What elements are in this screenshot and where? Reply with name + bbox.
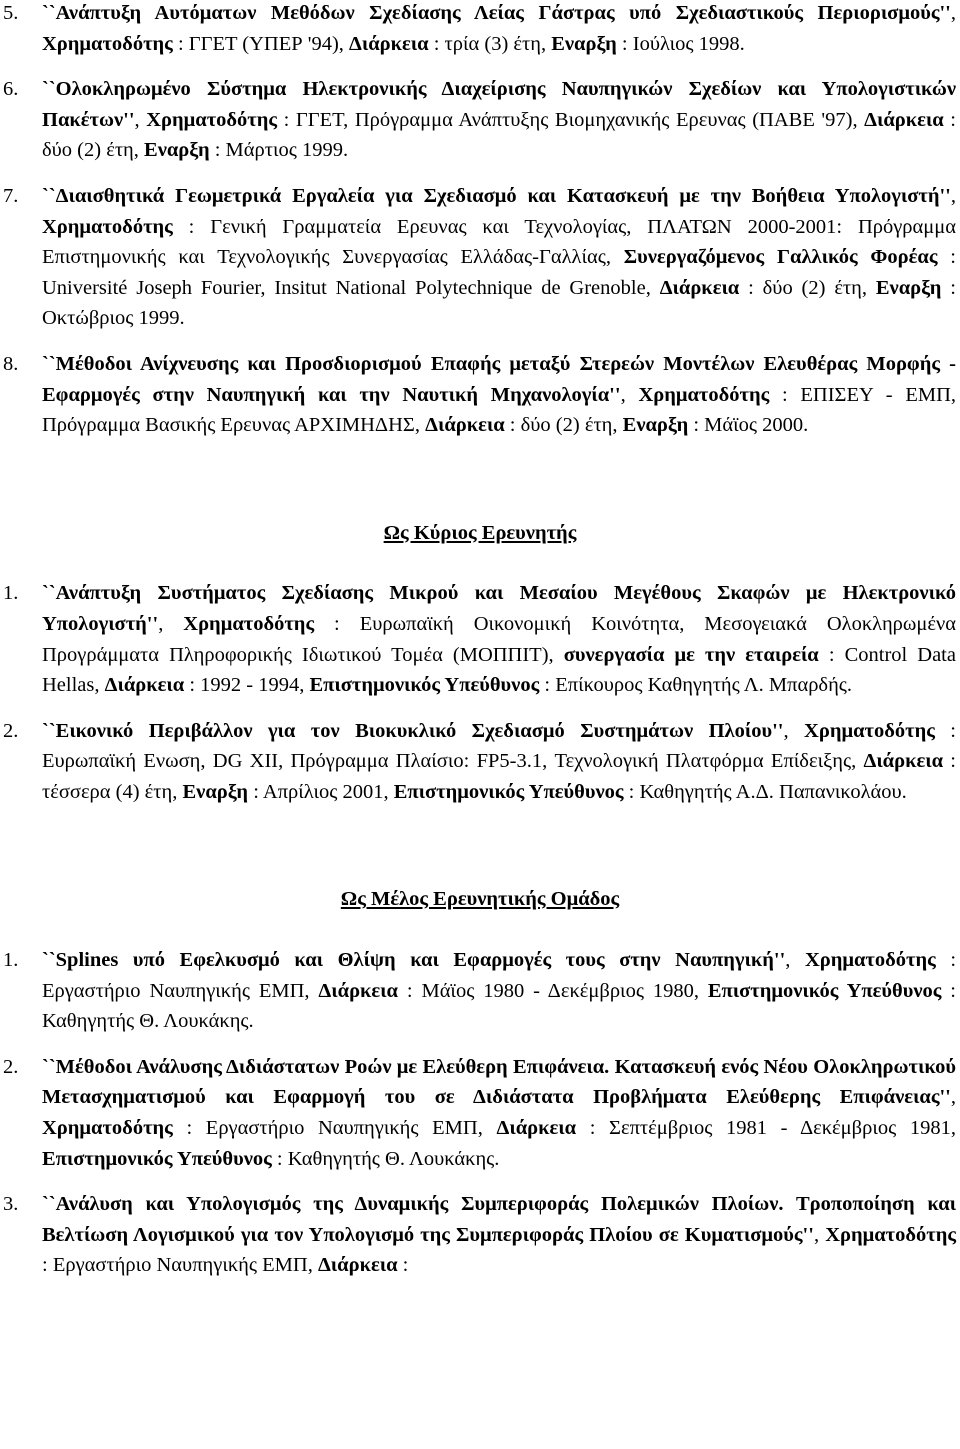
- plain-text: ,: [813, 1223, 826, 1246]
- bold-text: Εναρξη: [182, 780, 249, 803]
- bold-text: Συνεργαζόμενος Γαλλικός Φορέας: [623, 246, 938, 269]
- item-number: 7.: [3, 184, 19, 207]
- bold-text: Χρηματοδότης: [42, 32, 173, 55]
- plain-text: : Εργαστήριο Ναυπηγικής ΕΜΠ,: [42, 949, 957, 1002]
- bold-text: Χρηματοδότης: [804, 949, 936, 972]
- plain-text: : δύο (2) έτη,: [42, 108, 956, 162]
- plain-text: ,: [783, 719, 805, 742]
- project-item: [0, 0, 960, 59]
- project-item: [0, 716, 960, 808]
- item-text: [42, 582, 956, 696]
- project-item: [0, 1189, 960, 1281]
- plain-text: : Σεπτέμβριος 1981 - Δεκέμβριος 1981,: [576, 1117, 956, 1140]
- plain-text: ,: [620, 383, 639, 406]
- plain-text: : Εργαστήριο Ναυπηγικής ΕΜΠ,: [42, 1254, 318, 1277]
- project-item: [0, 1052, 960, 1174]
- bold-text: ``Ανάπτυξη Αυτόματων Μεθόδων Σχεδίασης Λείας Γάστρας υπό Σχεδιαστικούς Περιορισμούς'': [42, 2, 951, 24]
- plain-text: : Επίκουρος Καθηγητής Λ. Μπαρδής.: [539, 674, 853, 697]
- team-member-list: [0, 945, 960, 1281]
- plain-text: : ΕΠΙΣΕΥ - ΕΜΠ, Πρόγραμμα Βασικής Ερευνας ΑΡΧΙΜΗΔΗΣ,: [42, 383, 956, 437]
- plain-text: : Μάϊος 1980 - Δεκέμβριος 1980,: [397, 979, 708, 1002]
- project-item: [0, 181, 960, 334]
- plain-text: ,: [950, 2, 956, 24]
- project-item: [0, 349, 960, 441]
- plain-text: : Καθηγητής Α.Δ. Παπανικολάου.: [623, 780, 907, 803]
- plain-text: : ΓΓΕΤ (ΥΠΕΡ '94),: [172, 32, 350, 55]
- plain-text: : τρία (3) έτη,: [428, 32, 552, 55]
- plain-text: : Μάϊος 2000.: [688, 414, 809, 437]
- section-heading-team-member: Ως Μέλος Ερευνητικής Ομάδος: [340, 888, 620, 911]
- bold-text: Διάρκεια: [349, 32, 429, 55]
- bold-text: Χρηματοδότης: [804, 719, 935, 742]
- project-item: [0, 74, 960, 166]
- item-number: 1.: [3, 949, 19, 972]
- bold-text: Διάρκεια: [496, 1117, 577, 1140]
- plain-text: : Ευρωπαϊκή Οικονομική Κοινότητα, Μεσογειακά Ολοκληρωμένα Προγράμματα Πληροφορικής Ιδιωτικού Τομέα (ΜΟΠΠΙΤ),: [42, 612, 956, 666]
- item-number: 2.: [3, 719, 19, 742]
- bold-text: Εναρξη: [551, 32, 617, 55]
- bold-text: ``Ολοκληρωμένο Σύστημα Ηλεκτρονικής Διαχείρισης Ναυπηγικών Σχεδίων και Υπολογιστικών Πακέτων'': [42, 78, 956, 131]
- item-number: 8.: [3, 352, 19, 375]
- bold-text: Χρηματοδότης: [42, 215, 173, 238]
- plain-text: ,: [785, 949, 805, 972]
- plain-text: : Université Joseph Fourier, Insitut National Polytechnique de Grenoble,: [42, 246, 956, 299]
- plain-text: ,: [158, 612, 184, 635]
- plain-text: : Γενική Γραμματεία Ερευνας και Τεχνολογίας, ΠΛΑΤΩΝ 2000-2001: Πρόγραμμα Επιστημονικής και Τεχνολογικής Συνεργασίας Ελλάδας-Γαλλίας,: [42, 215, 956, 269]
- bold-text: ``Splines υπό Εφελκυσμό και Θλίψη και Εφαρμογές τους στην Ναυπηγική'': [42, 949, 786, 972]
- item-text: [42, 185, 956, 329]
- bold-text: Διάρκεια: [864, 108, 944, 131]
- project-item: [0, 578, 960, 700]
- plain-text: : 1992 - 1994,: [184, 674, 310, 697]
- section-heading-principal-researcher: Ως Κύριος Ερευνητής: [383, 521, 577, 544]
- item-number: 5.: [3, 2, 19, 24]
- bold-text: Διάρκεια: [317, 1254, 398, 1277]
- item-text: [42, 2, 956, 55]
- plain-text: : τέσσερα (4) έτη,: [42, 750, 956, 803]
- item-text: [42, 1056, 956, 1170]
- bold-text: Χρηματοδότης: [42, 1117, 173, 1140]
- item-number: 3.: [3, 1193, 19, 1216]
- bold-text: Επιστημονικός Υπεύθυνος: [42, 1147, 272, 1170]
- plain-text: : Καθηγητής Θ. Λουκάκης.: [42, 979, 956, 1033]
- bold-text: Επιστημονικός Υπεύθυνος: [707, 979, 942, 1002]
- bold-text: ``Ανάλυση και Υπολογισμός της Δυναμικής Συμπεριφοράς Πολεμικών Πλοίων. Τροποποίηση και Βελτίωση Λογισμικού για τον Υπολογισμό της Συμπεριφοράς Πλοίου σε Κυματισμούς'': [42, 1193, 956, 1246]
- plain-text: ,: [950, 1086, 956, 1109]
- bold-text: ``Διαισθητικά Γεωμετρικά Εργαλεία για Σχεδιασμό και Κατασκευή με την Βοήθεια Υπολογιστή'': [42, 184, 951, 207]
- plain-text: : δύο (2) έτη,: [739, 276, 876, 299]
- bold-text: Εναρξη: [144, 139, 210, 162]
- previous-projects-list: [0, 0, 960, 441]
- plain-text: : Μάρτιος 1999.: [209, 139, 349, 162]
- item-number: 6.: [3, 78, 19, 101]
- bold-text: Διάρκεια: [425, 414, 505, 437]
- plain-text: : Ιούλιος 1998.: [616, 32, 745, 55]
- bold-text: Χρηματοδότης: [638, 383, 770, 406]
- bold-text: Εναρξη: [875, 276, 942, 299]
- plain-text: : Οκτώβριος 1999.: [42, 276, 956, 330]
- bold-text: Χρηματοδότης: [183, 612, 315, 635]
- item-text: [42, 720, 956, 803]
- bold-text: Επιστημονικός Υπεύθυνος: [393, 780, 624, 803]
- plain-text: : ΓΓΕΤ, Πρόγραμμα Ανάπτυξης Βιομηχανικής Ερευνας (ΠΑΒΕ '97),: [277, 108, 865, 131]
- bold-text: ``Ανάπτυξη Συστήματος Σχεδίασης Μικρού και Μεσαίου Μεγέθους Σκαφών με Ηλεκτρονικό Υπολογιστή'': [42, 582, 956, 635]
- bold-text: ``Μέθοδοι Ανίχνευσης και Προσδιορισμού Επαφής μεταξύ Στερεών Μοντέλων Ελευθέρας Μορφής - Εφαρμογές στην Ναυπηγική και την Ναυτική Μηχανολογία'': [42, 352, 956, 406]
- bold-text: συνεργασία με την εταιρεία: [563, 643, 819, 666]
- bold-text: Διάρκεια: [104, 674, 185, 697]
- item-number: 1.: [3, 582, 19, 605]
- bold-text: ``Εικονικό Περιβάλλον για τον Βιοκυκλικό Σχεδιασμό Συστημάτων Πλοίου'': [42, 719, 784, 742]
- item-text: [42, 949, 956, 1032]
- plain-text: : Καθηγητής Θ. Λουκάκης.: [271, 1147, 500, 1170]
- plain-text: ,: [134, 108, 147, 131]
- plain-text: : Control Data Hellas,: [42, 643, 956, 697]
- principal-researcher-list: [0, 578, 960, 807]
- plain-text: : Εργαστήριο Ναυπηγικής ΕΜΠ,: [172, 1117, 497, 1140]
- bold-text: Επιστημονικός Υπεύθυνος: [309, 674, 540, 697]
- bold-text: Εναρξη: [622, 414, 689, 437]
- bold-text: ``Μέθοδοι Ανάλυσης Διδιάστατων Ροών με Ελεύθερη Επιφάνεια. Κατασκευή ενός Νέου Ολοκληρωτικού Μετασχηματισμού και Εφαρμογή του σε Διδιάστατα Προβλήματα Ελεύθερης Επιφάνειας'': [42, 1055, 956, 1109]
- plain-text: : δύο (2) έτη,: [504, 414, 623, 437]
- bold-text: Διάρκεια: [863, 750, 944, 773]
- item-number: 2.: [3, 1055, 19, 1078]
- item-text: [42, 1193, 956, 1276]
- bold-text: Διάρκεια: [659, 276, 740, 299]
- plain-text: ,: [950, 184, 956, 207]
- plain-text: : Ευρωπαϊκή Ενωση, DG XII, Πρόγραμμα Πλαίσιο: FP5-3.1, Τεχνολογική Πλατφόρμα Επίδειξης,: [42, 719, 956, 773]
- item-text: [42, 353, 956, 436]
- bold-text: Χρηματοδότης: [825, 1223, 956, 1246]
- bold-text: Διάρκεια: [318, 979, 398, 1002]
- plain-text: : Απρίλιος 2001,: [248, 780, 394, 803]
- plain-text: :: [397, 1254, 409, 1277]
- bold-text: Χρηματοδότης: [146, 108, 278, 131]
- project-item: [0, 945, 960, 1037]
- item-text: [42, 78, 956, 161]
